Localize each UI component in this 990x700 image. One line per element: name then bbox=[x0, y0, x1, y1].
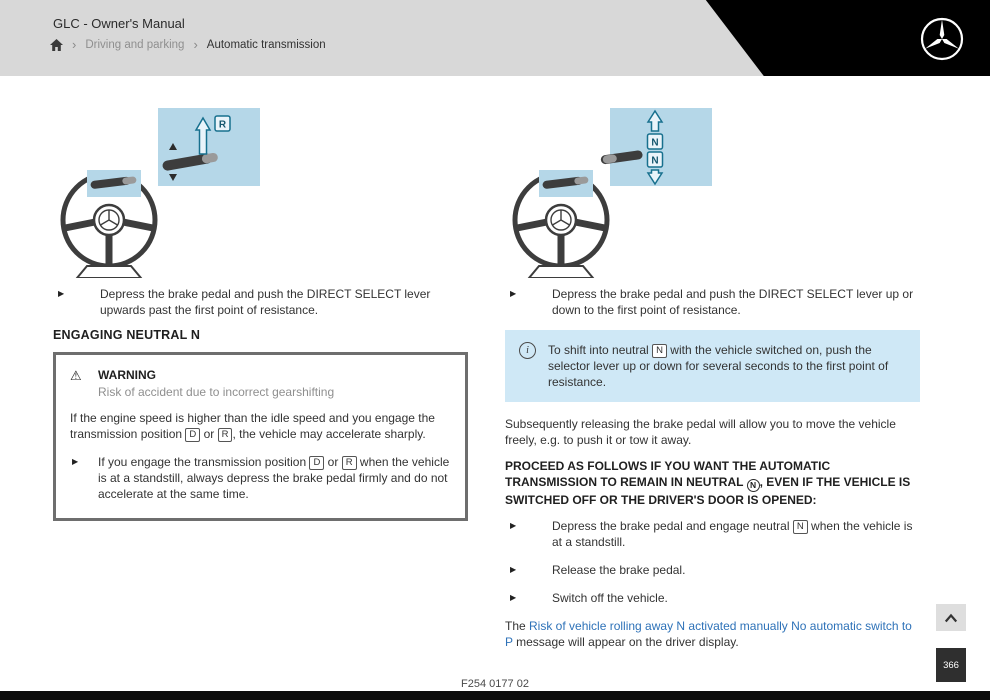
body-paragraph: Subsequently releasing the brake pedal will allow you to move the vehicle freely, e.g. to push it or tow it away. bbox=[505, 417, 896, 447]
bullet-arrow-icon: ▶ bbox=[510, 592, 517, 602]
gear-key-label-n-top: N bbox=[651, 137, 659, 149]
steering-wheel-illustration-n bbox=[505, 108, 712, 278]
illustration-direct-select-reverse bbox=[53, 108, 260, 278]
info-box bbox=[505, 330, 920, 402]
bullet-arrow-icon: ▶ bbox=[72, 457, 79, 466]
instruction-text: Depress the brake pedal and push the DIRECT SELECT lever up or down to the first point of resistance. bbox=[552, 287, 914, 317]
instruction-step bbox=[505, 590, 920, 606]
manual-title: GLC - Owner's Manual bbox=[53, 16, 185, 31]
content bbox=[0, 76, 990, 650]
instruction-text: Depress the brake pedal and push the DIRECT SELECT lever upwards past the first point of resistance. bbox=[100, 287, 431, 317]
corner-page-badge[interactable]: 366 bbox=[936, 648, 966, 682]
info-icon: i bbox=[519, 342, 536, 359]
info-text: To shift into neutral N with the vehicle switched on, push the selector lever up or down for several seconds to the first point of resistance. bbox=[548, 343, 889, 389]
mercedes-logo[interactable] bbox=[918, 15, 966, 63]
warning-title: WARNING bbox=[98, 368, 156, 382]
warning-header bbox=[70, 368, 451, 382]
breadcrumb-item-driving-and-parking[interactable]: Driving and parking bbox=[85, 38, 185, 51]
steps-group bbox=[505, 518, 920, 606]
proceed-heading: PROCEED AS FOLLOWS IF YOU WANT THE AUTOMATIC TRANSMISSION TO REMAIN IN NEUTRAL N , EVEN IF THE VEHICLE IS SWITCHED OFF OR THE DRIVER'S DOOR IS OPENED: bbox=[505, 459, 911, 507]
figure-code: F254 0177 02 bbox=[461, 678, 529, 690]
instruction-text: Depress the brake pedal and engage neutral N when the vehicle is at a standstill. bbox=[552, 518, 913, 549]
steering-wheel-illustration-r bbox=[53, 108, 260, 278]
instruction-text: Release the brake pedal. bbox=[552, 562, 686, 577]
instruction-text: Switch off the vehicle. bbox=[552, 590, 668, 605]
breadcrumb-chevron-icon: › bbox=[193, 37, 198, 52]
instruction-step bbox=[53, 286, 468, 318]
section-heading: ENGAGING NEUTRAL N bbox=[53, 328, 201, 342]
bullet-arrow-icon: ▶ bbox=[510, 289, 517, 298]
bullet-arrow-icon: ▶ bbox=[58, 289, 65, 298]
gear-key-label-r: R bbox=[218, 119, 227, 131]
warning-step-text: If you engage the transmission position D or R when the vehicle is at a standstill, always depress the brake pedal firmly and do not accelerate at the same time. bbox=[98, 455, 450, 501]
warning-body: If the engine speed is higher than the idle speed and you engage the transmission position D or R , the vehicle may accelerate sharply. bbox=[70, 411, 435, 441]
breadcrumb-item-automatic-transmission[interactable]: Automatic transmission bbox=[206, 38, 326, 51]
mercedes-star-icon bbox=[918, 15, 966, 63]
gear-key-label-n-bottom: N bbox=[651, 155, 659, 167]
home-icon-svg bbox=[50, 39, 63, 51]
home-icon[interactable] bbox=[50, 39, 63, 51]
closing-paragraph: The Risk of vehicle rolling away N activated manually No automatic switch to P message will appear on the driver display. bbox=[505, 618, 912, 649]
warning-box bbox=[53, 352, 468, 521]
instruction-step bbox=[505, 562, 920, 578]
bullet-arrow-icon: ▶ bbox=[510, 520, 517, 530]
instruction-step bbox=[505, 518, 920, 550]
bullet-arrow-icon: ▶ bbox=[510, 564, 517, 574]
instruction-step bbox=[505, 286, 920, 318]
warning-subtitle: Risk of accident due to incorrect gearshifting bbox=[98, 385, 335, 399]
driver-display-message-link[interactable]: Risk of vehicle rolling away N activated manually No automatic switch to P bbox=[505, 618, 912, 649]
warning-triangle-icon: ⚠ bbox=[70, 367, 82, 383]
chevron-up-icon bbox=[942, 611, 960, 625]
left-column bbox=[53, 108, 468, 650]
breadcrumb bbox=[50, 38, 326, 51]
bottom-bar bbox=[0, 691, 990, 700]
scroll-to-top-button[interactable] bbox=[936, 604, 966, 631]
header bbox=[0, 0, 990, 76]
right-column bbox=[505, 108, 920, 650]
illustration-direct-select-neutral bbox=[505, 108, 712, 278]
breadcrumb-chevron-icon: › bbox=[72, 37, 77, 52]
warning-step bbox=[70, 454, 451, 502]
